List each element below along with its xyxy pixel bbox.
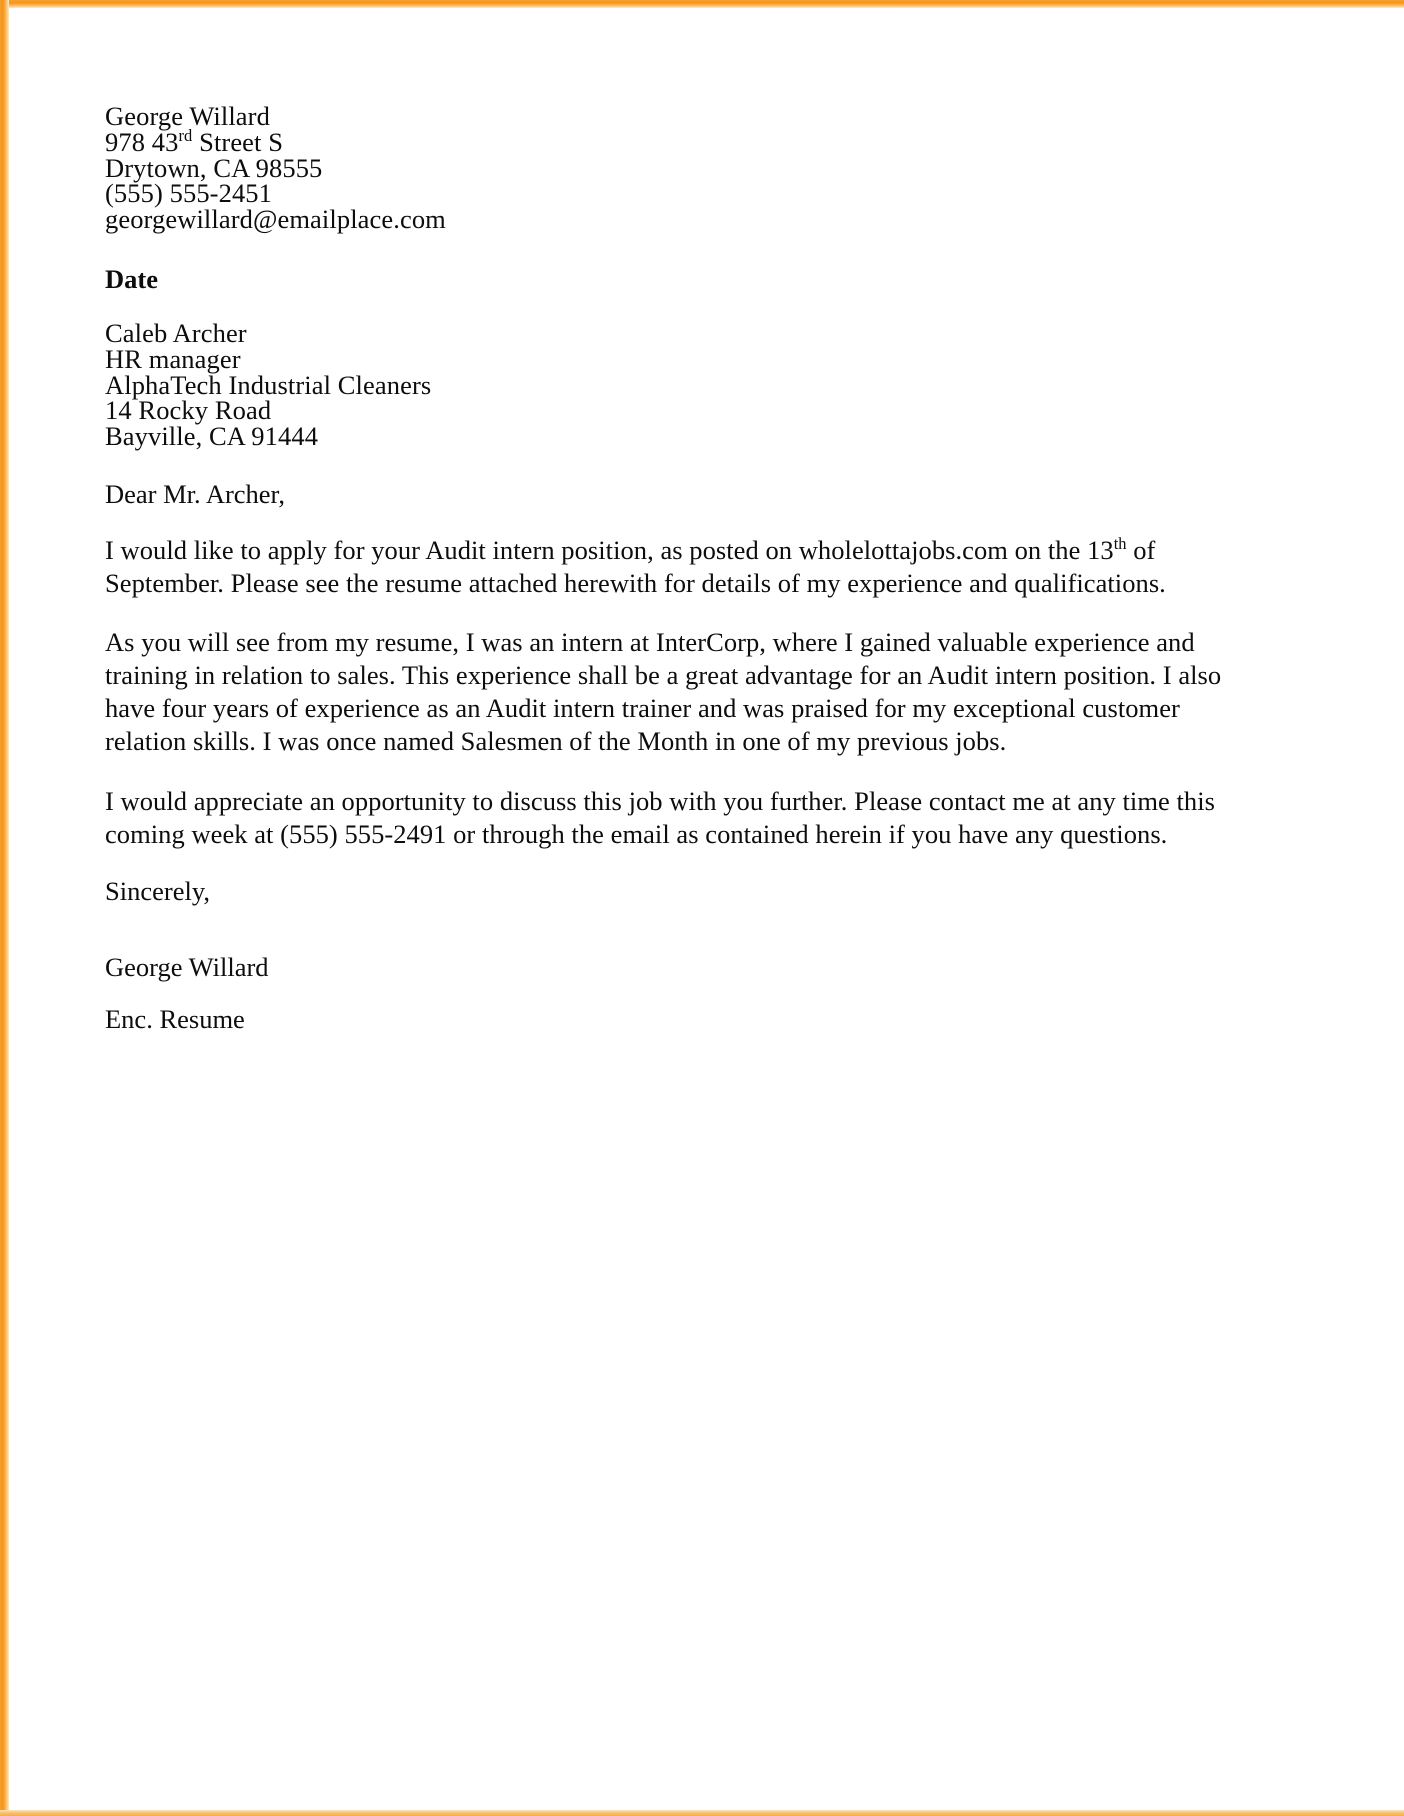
paragraph-1-date-ordinal: th <box>1113 534 1127 554</box>
enclosure-note: Enc. Resume <box>105 1004 245 1035</box>
page-border-top <box>0 0 1404 8</box>
sender-address-block <box>105 101 1250 235</box>
sender-phone: (555) 555-2451 <box>105 178 272 209</box>
sender-email: georgewillard@emailplace.com <box>105 204 446 235</box>
paragraph-1-text-after-ordinal: of September. Please see the resume attached herewith for details of my experience and qualifications. <box>105 534 1166 598</box>
sender-street-number: 978 43 <box>105 126 179 157</box>
body-paragraph-3: I would appreciate an opportunity to discuss this job with you further. Please contact me at any time this coming week at (555) 555-2491 or through the email as contained herein if you have any questions. <box>105 785 1215 849</box>
page-border-right <box>1397 0 1404 1816</box>
body-paragraph-1 <box>105 534 1250 600</box>
recipient-city-state-zip: Bayville, CA 91444 <box>105 421 319 452</box>
sender-street <box>105 125 1250 157</box>
sender-city-state-zip: Drytown, CA 98555 <box>105 152 323 183</box>
recipient-company: AlphaTech Industrial Cleaners <box>105 369 432 400</box>
sender-street-suffix: Street S <box>192 126 284 157</box>
recipient-address-block <box>105 317 1250 452</box>
salutation: Dear Mr. Archer, <box>105 478 285 509</box>
sender-street-ordinal: rd <box>178 125 193 145</box>
recipient-title: HR manager <box>105 343 241 374</box>
page-border-bottom <box>0 1810 1404 1816</box>
closing-salutation: Sincerely, <box>105 876 210 907</box>
date-placeholder: Date <box>105 263 158 294</box>
signature-name: George Willard <box>105 952 269 983</box>
paragraph-1-text-before-ordinal: I would like to apply for your Audit intern position, as posted on wholelottajobs.com on the 13 <box>105 534 1114 565</box>
recipient-name: Caleb Archer <box>105 317 247 348</box>
recipient-street: 14 Rocky Road <box>105 395 272 426</box>
page-border-left <box>0 0 9 1816</box>
body-paragraph-2: As you will see from my resume, I was an intern at InterCorp, where I gained valuable experience and training in relation to sales. This experience shall be a great advantage for an Audit intern position. I also have four years of experience as an Audit intern trainer and was praised for my exceptional customer relation skills. I was once named Salesmen of the Month in one of my previous jobs. <box>105 627 1222 757</box>
cover-letter-body <box>105 101 1250 1035</box>
sender-name: George Willard <box>105 101 270 131</box>
